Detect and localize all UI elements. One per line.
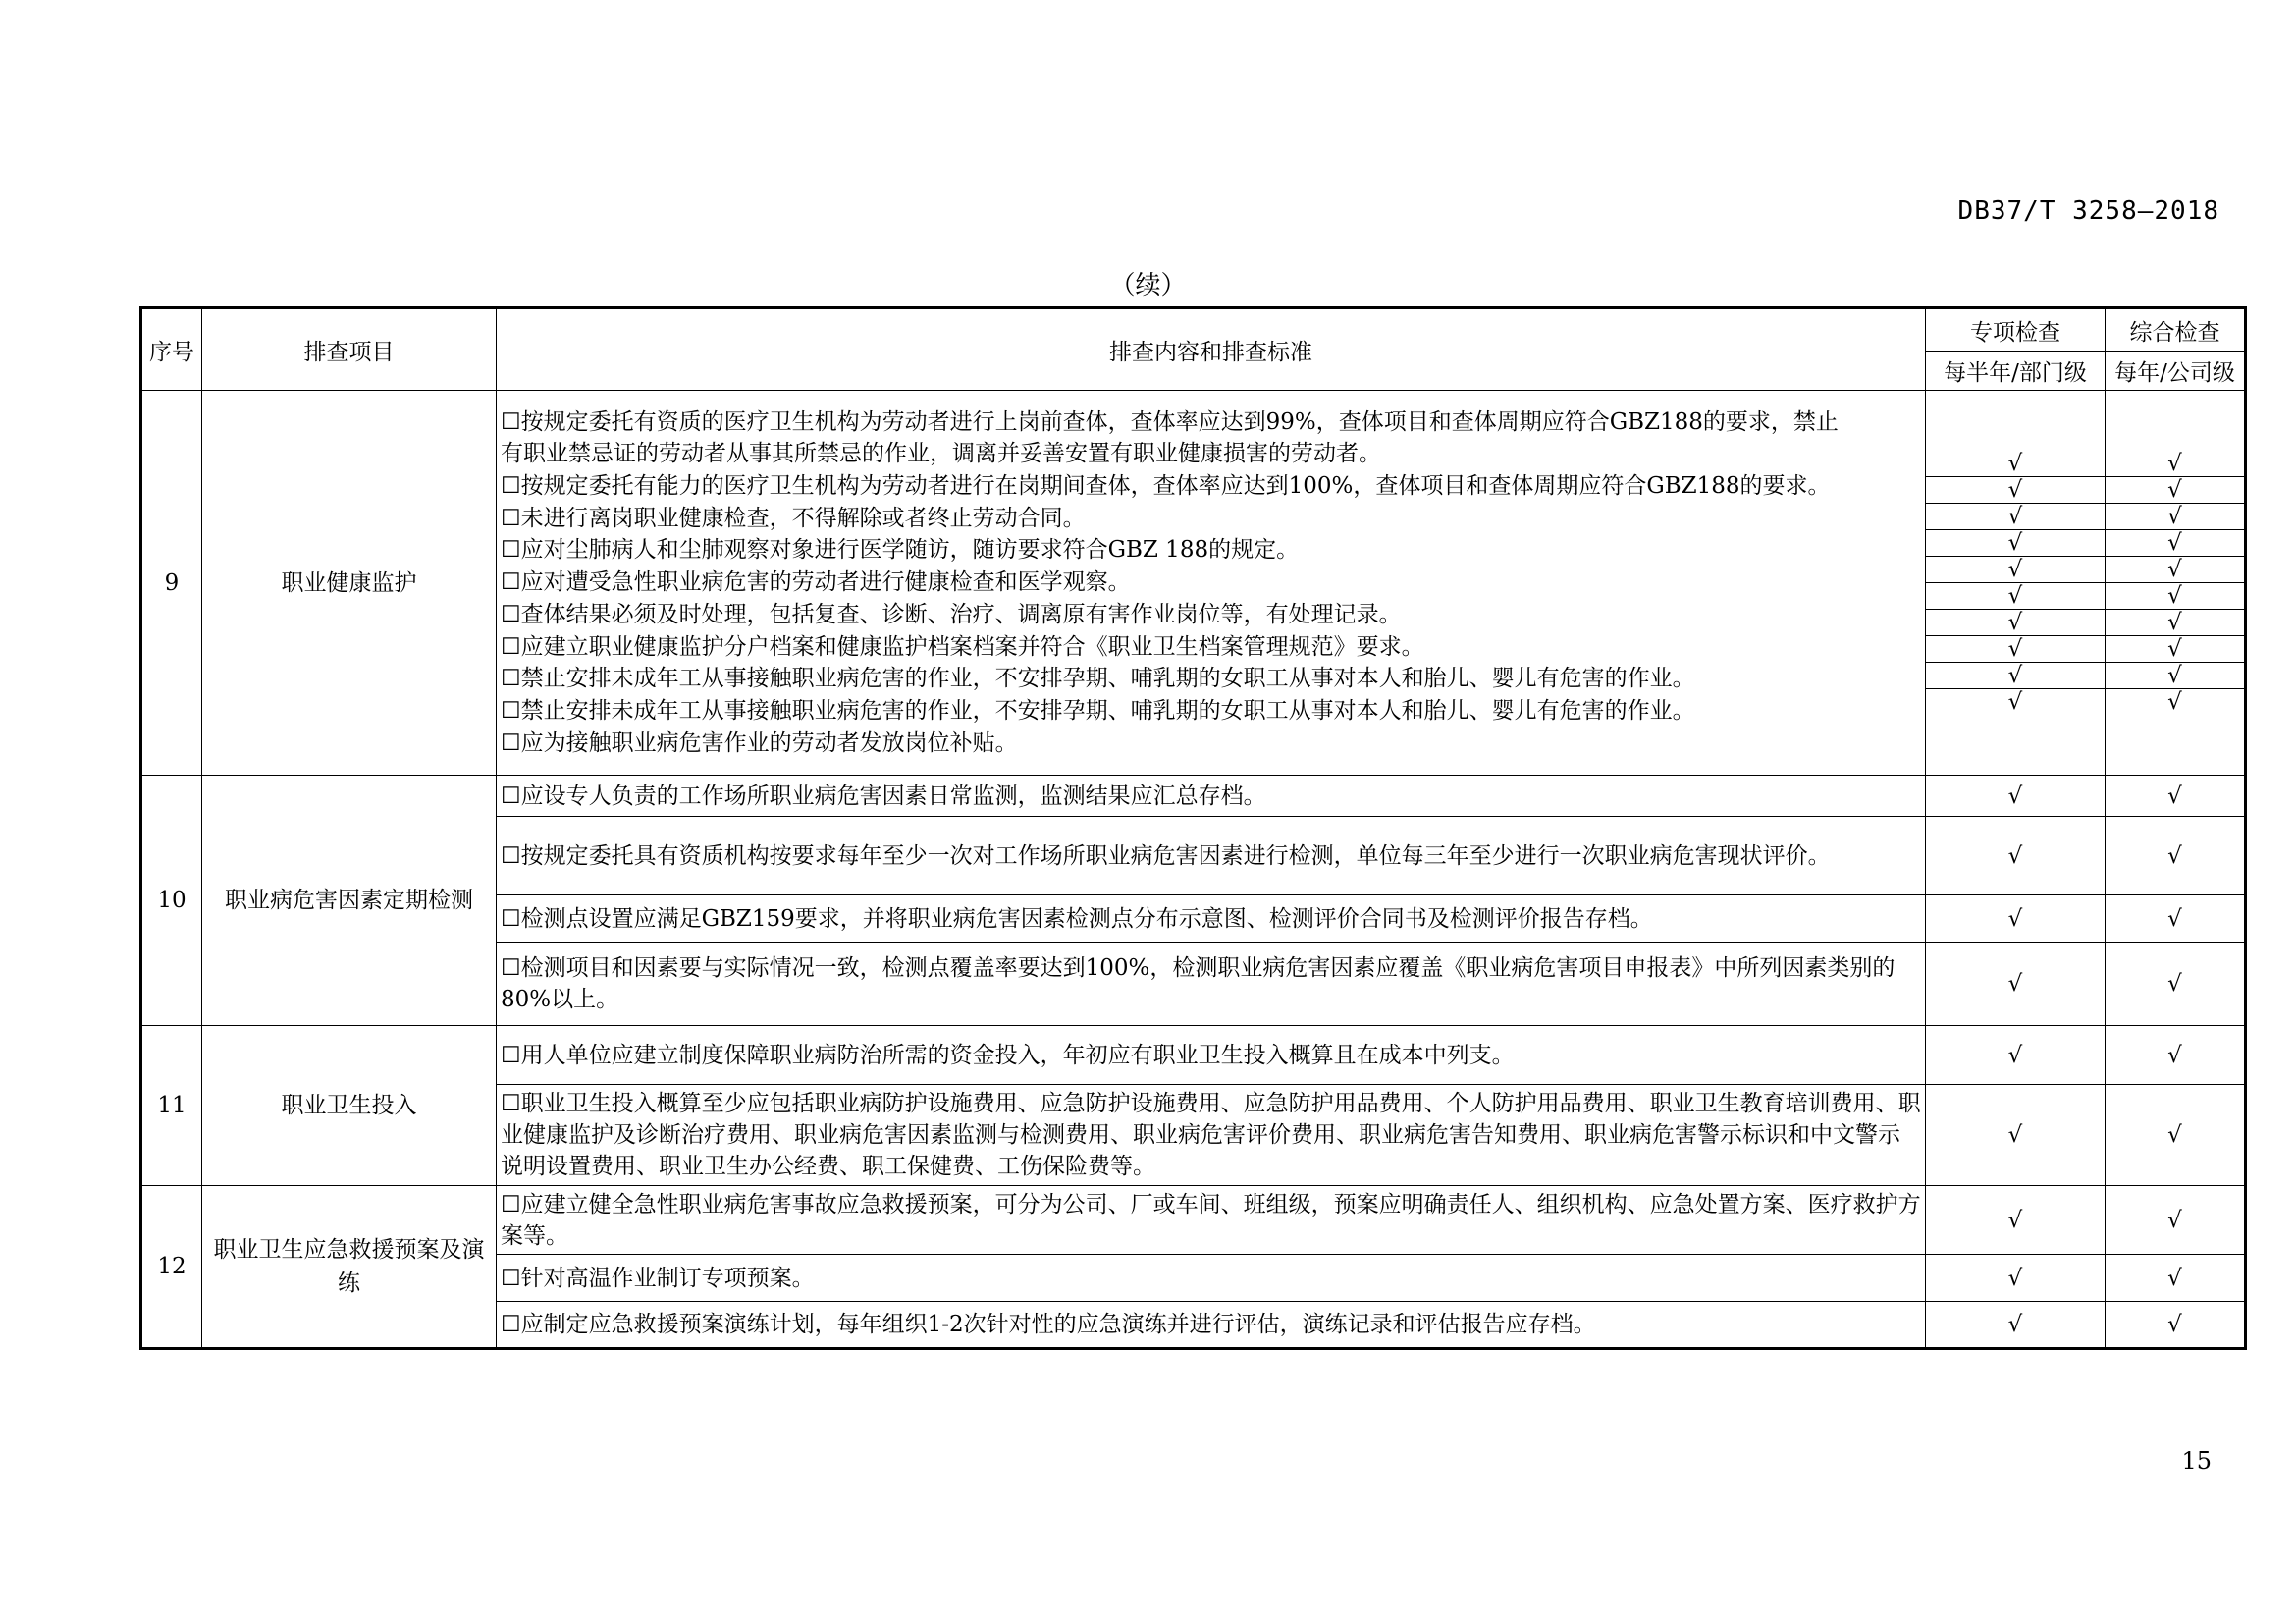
check-mark: √	[2106, 663, 2244, 689]
content-line: ☐应对遭受急性职业病危害的劳动者进行健康检查和医学观察。	[501, 569, 1131, 596]
table-row-11	[141, 1026, 2246, 1085]
content-line: ☐按规定委托有资质的医疗卫生机构为劳动者进行上岗前查体，查体率应达到99%，查体项目和查体周期应符合GBZ188的要求，禁止	[501, 408, 1839, 435]
row-item: 职业健康监护	[202, 391, 497, 776]
check-mark: √	[2106, 636, 2244, 663]
check-mark: √	[2106, 1255, 2246, 1302]
check-mark: √	[1926, 943, 2106, 1026]
content-line: ☐禁止安排未成年工从事接触职业病危害的作业，不安排孕期、哺乳期的女职工从事对本人和胎儿、婴儿有危害的作业。	[501, 697, 1695, 724]
row-item: 职业卫生投入	[202, 1026, 497, 1186]
check-mark: √	[2106, 530, 2244, 557]
page-number: 15	[2181, 1447, 2212, 1475]
table-row-12	[141, 1186, 2246, 1255]
header-seq: 序号	[141, 308, 202, 391]
content-line: ☐未进行离岗职业健康检查，不得解除或者终止劳动合同。	[501, 505, 1086, 531]
check-mark: √	[1926, 817, 2106, 895]
check-mark: √	[2106, 451, 2244, 477]
header-content: 排查内容和排查标准	[497, 308, 1926, 391]
check-mark: √	[1926, 1085, 2106, 1186]
check-mark: √	[1926, 1186, 2106, 1255]
check-mark: √	[1926, 1026, 2106, 1085]
content-line: 有职业禁忌证的劳动者从事其所禁忌的作业，调离并妥善安置有职业健康损害的劳动者。	[501, 441, 1381, 467]
table-row-10	[141, 776, 2246, 817]
check-mark: √	[1926, 610, 2105, 636]
check-mark: √	[2106, 504, 2244, 530]
check-mark: √	[1926, 1302, 2106, 1349]
content-entry: ☐用人单位应建立制度保障职业病防治所需的资金投入，年初应有职业卫生投入概算且在成本中列支。	[501, 1042, 1515, 1068]
content-entry: ☐检测项目和因素要与实际情况一致，检测点覆盖率要达到100%，检测职业病危害因素应覆盖《职业病危害项目申报表》中所列因素类别的80%以上。	[501, 955, 1896, 1012]
check-mark: √	[1926, 557, 2105, 583]
content-line: ☐应对尘肺病人和尘肺观察对象进行医学随访，随访要求符合GBZ 188的规定。	[501, 537, 1300, 564]
header-general: 综合检查	[2106, 308, 2246, 352]
check-mark: √	[1926, 477, 2105, 504]
content-entry: ☐职业卫生投入概算至少应包括职业病防护设施费用、应急防护设施费用、应急防护用品费用、个人防护用品费用、职业卫生教育培训费用、职业健康监护及诊断治疗费用、职业病危害因素监测与检测费用、职业病危害评价费用、职业病危害告知费用、职业病危害警示标识和中文警示说明设置费用、职业卫生办公经费、职工保健费、工伤保险费等。	[501, 1091, 1921, 1179]
check-mark: √	[2106, 1085, 2246, 1186]
row-item: 职业卫生应急救援预案及演练	[202, 1186, 497, 1349]
row-seq: 11	[141, 1026, 202, 1186]
content-entry: ☐应制定应急救援预案演练计划，每年组织1-2次针对性的应急演练并进行评估，演练记录和评估报告应存档。	[501, 1312, 1596, 1337]
header-special-freq: 每半年/部门级	[1926, 352, 2106, 391]
row-item: 职业病危害因素定期检测	[202, 776, 497, 1026]
content-entry: ☐针对高温作业制订专项预案。	[501, 1265, 815, 1291]
check-mark: √	[2106, 1186, 2246, 1255]
row-seq: 9	[141, 391, 202, 776]
check-mark: √	[1926, 636, 2105, 663]
special-checks	[1926, 391, 2106, 776]
check-mark: √	[1926, 583, 2105, 610]
content-entry: ☐按规定委托具有资质机构按要求每年至少一次对工作场所职业病危害因素进行检测，单位每三年至少进行一次职业病危害现状评价。	[501, 842, 1831, 869]
row-seq: 12	[141, 1186, 202, 1349]
check-mark: √	[2167, 689, 2182, 715]
check-mark: √	[2106, 583, 2244, 610]
row-seq: 10	[141, 776, 202, 1026]
standard-code: DB37/T 3258—2018	[1957, 196, 2219, 226]
continued-label: （续）	[1109, 271, 1187, 300]
check-mark: √	[2007, 689, 2023, 715]
inspection-table	[139, 306, 2247, 1350]
check-mark: √	[2106, 1302, 2246, 1349]
check-mark: √	[1926, 504, 2105, 530]
header-item: 排查项目	[202, 308, 497, 391]
table-row-9	[141, 391, 2246, 776]
check-mark: √	[2106, 610, 2244, 636]
header-general-freq: 每年/公司级	[2106, 352, 2246, 391]
content-line: ☐应建立职业健康监护分户档案和健康监护档案档案并符合《职业卫生档案管理规范》要求。	[501, 633, 1424, 660]
check-mark: √	[1926, 451, 2105, 477]
check-mark: √	[1926, 1255, 2106, 1302]
header-special: 专项检查	[1926, 308, 2106, 352]
check-mark: √	[1926, 530, 2105, 557]
content-entry: ☐应建立健全急性职业病危害事故应急救援预案，可分为公司、厂或车间、班组级，预案应明确责任人、组织机构、应急处置方案、医疗救护方案等。	[501, 1191, 1921, 1249]
check-mark: √	[2106, 895, 2246, 943]
check-mark: √	[1926, 776, 2106, 817]
check-mark: √	[1926, 663, 2105, 689]
general-checks	[2106, 391, 2246, 776]
check-mark: √	[2106, 776, 2246, 817]
content-line: ☐禁止安排未成年工从事接触职业病危害的作业，不安排孕期、哺乳期的女职工从事对本人和胎儿、婴儿有危害的作业。	[501, 666, 1695, 692]
content-entry: ☐应设专人负责的工作场所职业病危害因素日常监测，监测结果应汇总存档。	[501, 783, 1266, 809]
content-line: ☐按规定委托有能力的医疗卫生机构为劳动者进行在岗期间查体，查体率应达到100%，查体项目和查体周期应符合GBZ188的要求。	[501, 473, 1831, 500]
content-entry: ☐检测点设置应满足GBZ159要求，并将职业病危害因素检测点分布示意图、检测评价合同书及检测评价报告存档。	[501, 905, 1653, 932]
check-mark: √	[1926, 895, 2106, 943]
check-mark: √	[2106, 557, 2244, 583]
row-content	[497, 391, 1926, 776]
content-line: ☐查体结果必须及时处理，包括复查、诊断、治疗、调离原有害作业岗位等，有处理记录。	[501, 601, 1402, 627]
check-mark: √	[2106, 943, 2246, 1026]
content-line: ☐应为接触职业病危害作业的劳动者发放岗位补贴。	[501, 730, 1018, 756]
check-mark: √	[2106, 817, 2246, 895]
check-mark: √	[2106, 477, 2244, 504]
check-mark: √	[2106, 1026, 2246, 1085]
